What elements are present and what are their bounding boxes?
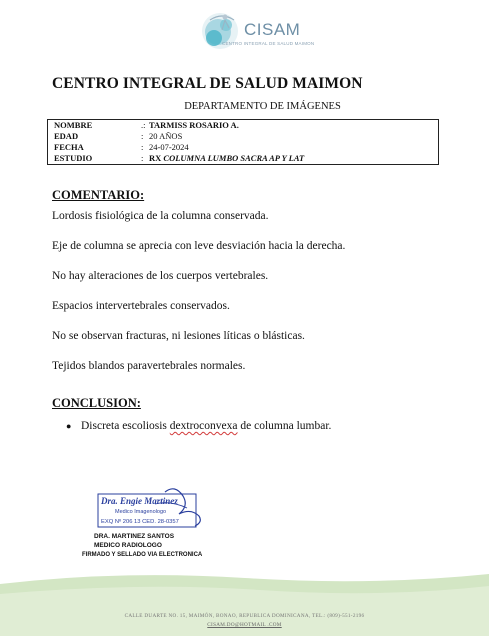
- estudio-name: COLUMNA LUMBO SACRA AP Y LAT: [163, 153, 305, 163]
- edad-label: EDAD: [54, 131, 79, 141]
- estudio-value: [149, 153, 304, 163]
- footer-email: [0, 622, 489, 628]
- comentario-line-6: Tejidos blandos paravertebrales normales.: [52, 360, 246, 372]
- fecha-value: 24-07-2024: [149, 142, 189, 152]
- conclusion-text-before: Discreta escoliosis: [81, 420, 170, 432]
- conclusion-text-after: de columna lumbar.: [237, 420, 332, 432]
- info-row-nombre: [54, 120, 239, 131]
- estudio-colon: :: [141, 153, 144, 163]
- bullet-dot-icon: ●: [66, 421, 72, 431]
- comentario-heading: COMENTARIO:: [52, 188, 145, 202]
- stamp-role: Medico Imagenologo: [115, 509, 167, 515]
- patient-info-box: [47, 119, 439, 165]
- comentario-line-5: No se observan fracturas, ni lesiones líticas o blásticas.: [52, 330, 305, 342]
- comentario-line-3: No hay alteraciones de los cuerpos vertebrales.: [52, 270, 269, 282]
- edad-value: 20 AÑOS: [149, 131, 183, 141]
- logo-subtitle: CENTRO INTEGRAL DE SALUD MAIMON: [222, 41, 315, 46]
- comentario-line-2: Eje de columna se aprecia con leve desviación hacia la derecha.: [52, 240, 346, 252]
- nombre-colon: .:: [141, 120, 146, 130]
- signature-stamp: [95, 486, 207, 530]
- edad-colon: :: [141, 131, 144, 141]
- department-title: DEPARTAMENTO DE IMÁGENES: [184, 101, 341, 112]
- stamp-ids: EXQ Nº 206 13 CED. 28-0357: [101, 519, 179, 525]
- nombre-label: NOMBRE: [54, 120, 93, 130]
- fecha-colon: :: [141, 142, 144, 152]
- spellcheck-flagged-word: dextroconvexa: [169, 420, 238, 432]
- conclusion-heading: CONCLUSION:: [52, 396, 141, 410]
- info-row-fecha: [54, 142, 189, 153]
- info-row-estudio: [54, 153, 304, 164]
- signer-role: MEDICO RADIOLOGO: [94, 542, 162, 549]
- estudio-label: ESTUDIO: [54, 153, 93, 163]
- nombre-value: TARMISS ROSARIO A.: [149, 120, 239, 130]
- comentario-line-1: Lordosis fisiológica de la columna conservada.: [52, 210, 269, 222]
- footer-email-link[interactable]: CISAM.DO@HOTMAIL .COM: [207, 622, 282, 628]
- comentario-line-4: Espacios intervertebrales conservados.: [52, 300, 230, 312]
- footer-address: CALLE DUARTE NO. 15, MAIMÓN, BONAO, REPUBLICA DOMINICANA, TEL.: (809)-551-2196: [124, 613, 365, 619]
- estudio-prefix: RX: [149, 153, 164, 163]
- signature-note: FIRMADO Y SELLADO VIA ELECTRONICA: [82, 552, 203, 558]
- document-title: CENTRO INTEGRAL DE SALUD MAIMON: [52, 75, 363, 92]
- signer-name: DRA. MARTINEZ SANTOS: [94, 533, 175, 540]
- fecha-label: FECHA: [54, 142, 84, 152]
- conclusion-bullet-item: [66, 420, 331, 432]
- info-row-edad: [54, 131, 182, 142]
- logo-wordmark: CISAM: [244, 20, 301, 39]
- stamp-name: Dra. Engie Martinez: [101, 496, 178, 506]
